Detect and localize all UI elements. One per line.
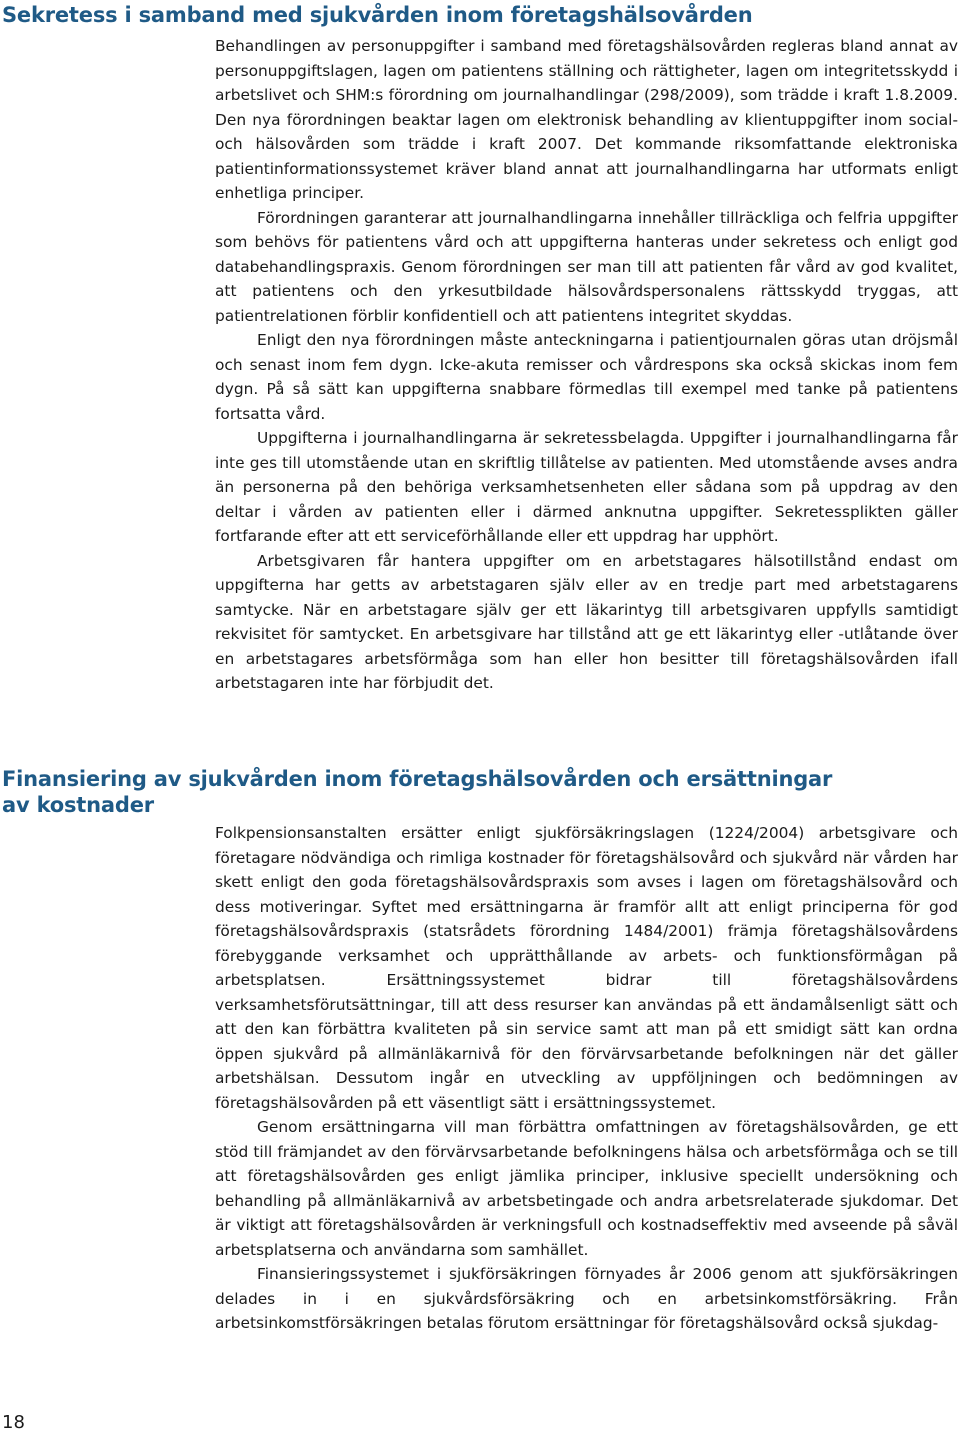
section-body-sekretess: [215, 34, 958, 696]
section-heading-sekretess: Sekretess i samband med sjukvården inom företagshälsovården: [2, 3, 753, 27]
paragraph: Genom ersättningarna vill man förbättra omfattningen av företagshälsovården, ge ett stöd till främjandet av den förvärvsarbetande befolkningens hälsa och arbetsförmåga och se till att företagshälsovården ges enligt jämlika principer, inklusive speciellt undersökning och behandling på allmänläkarnivå av arbetsbetingade och andra arbetsrelaterade sjukdomar. Det är viktigt att företagshälsovården är verkningsfull och kostnadseffektiv med avseende på såväl arbetsplatserna och användarna som samhället.: [215, 1118, 958, 1259]
page-number: 18: [2, 1412, 25, 1433]
section-body-finansiering: [215, 821, 958, 1336]
paragraph: Folkpensionsanstalten ersätter enligt sjukförsäkringslagen (1224/2004) arbetsgivare och företagare nödvändiga och rimliga kostnader för företagshälsovård och sjukvård när vården har skett enligt den goda företagshälsovårdspraxis som avses i lagen om företagshälsovård och dess motiveringar. Syftet med ersättningarna är framför allt att enligt principerna för god företagshälsovårdspraxis (statsrådets förordning 1484/2001) främja företagshälsovårdens förebyggande verksamhet och upprätthållande av arbets- och funktionsförmågan på arbetsplatsen. Ersättningssystemet bidrar till företagshälsovårdens verksamhetsförutsättningar, till att dess resurser kan användas på ett ändamålsenligt sätt och att den kan förbättra kvaliteten på sin service samt att man på ett smidigt sätt kan ordna öppen sjukvård på allmänläkarnivå för den förvärvsarbetande befolkningen när det gäller arbetshälsan. Dessutom ingår en utveckling av uppföljningen och bedömningen av företagshälsovården på ett väsentligt sätt i ersättningssystemet.: [215, 824, 958, 1112]
paragraph: Arbetsgivaren får hantera uppgifter om en arbetstagares hälsotillstånd endast om uppgifterna har getts av arbetstagaren själv eller av en tredje part med arbetstagarens samtycke. När en arbetstagare själv ger ett läkarintyg till arbetsgivaren uppfylls samtidigt rekvisitet för samtycket. En arbetsgivare har tillstånd att ge ett läkarintyg eller -utlåtande över en arbetstagares arbetsförmåga som han eller hon besitter till företagshälsovården ifall arbetstagaren inte har förbjudit det.: [215, 551, 958, 692]
paragraph: Finansieringssystemet i sjukförsäkringen förnyades år 2006 genom att sjukförsäkringen delades in i en sjukvårdsförsäkring och en arbetsinkomstförsäkring. Från arbetsinkomstförsäkringen betalas förutom ersättningar för företagshälsovård också sjukdag-: [215, 1265, 958, 1332]
paragraph: Uppgifterna i journalhandlingarna är sekretessbelagda. Uppgifter i journalhandlingarna får inte ges till utomstående utan en skriftlig tillåtelse av patienten. Med utomstående avses andra än personerna på den behöriga verksamhetsenheten eller sådana som på uppdrag av den deltar i vården av patienten eller i därmed anknutna uppgifter. Sekretessplikten gäller fortfarande efter att ett serviceförhållande eller ett uppdrag har upphört.: [215, 429, 958, 545]
section-heading-finansiering: Finansiering av sjukvården inom företagshälsovården och ersättningar av kostnader: [2, 767, 833, 817]
paragraph: Förordningen garanterar att journalhandlingarna innehåller tillräckliga och felfria uppgifter som behövs för patientens vård och att uppgifterna hanteras under sekretess och enligt god databehandlingspraxis. Genom förordningen ser man till att patienten får vård av god kvalitet, att patientens och den yrkesutbildade hälsovårdspersonalens rättsskydd tryggas, att patientrelationen förblir konfidentiell och att patientens integritet skyddas.: [215, 208, 958, 325]
paragraph: Behandlingen av personuppgifter i samband med företagshälsovården regleras bland annat av personuppgiftslagen, lagen om patientens ställning och rättigheter, lagen om integritetsskydd i arbetslivet och SHM:s förordning om journalhandlingar (298/2009), som trädde i kraft 1.8.2009. Den nya förordningen beaktar lagen om elektronisk behandling av klientuppgifter inom social- och hälsovården som trädde i kraft 2007. Det kommande riksomfattande elektroniska patientinformationssystemet kräver bland annat att journalhandlingarna har utformats enligt enhetliga principer.: [215, 37, 958, 202]
paragraph: Enligt den nya förordningen måste anteckningarna i patientjournalen göras utan dröjsmål och senast inom fem dygn. Icke-akuta remisser och vårdrespons ska också skickas inom fem dygn. På så sätt kan uppgifterna snabbare förmedlas till exempel med tanke på patientens fortsatta vård.: [215, 331, 958, 423]
